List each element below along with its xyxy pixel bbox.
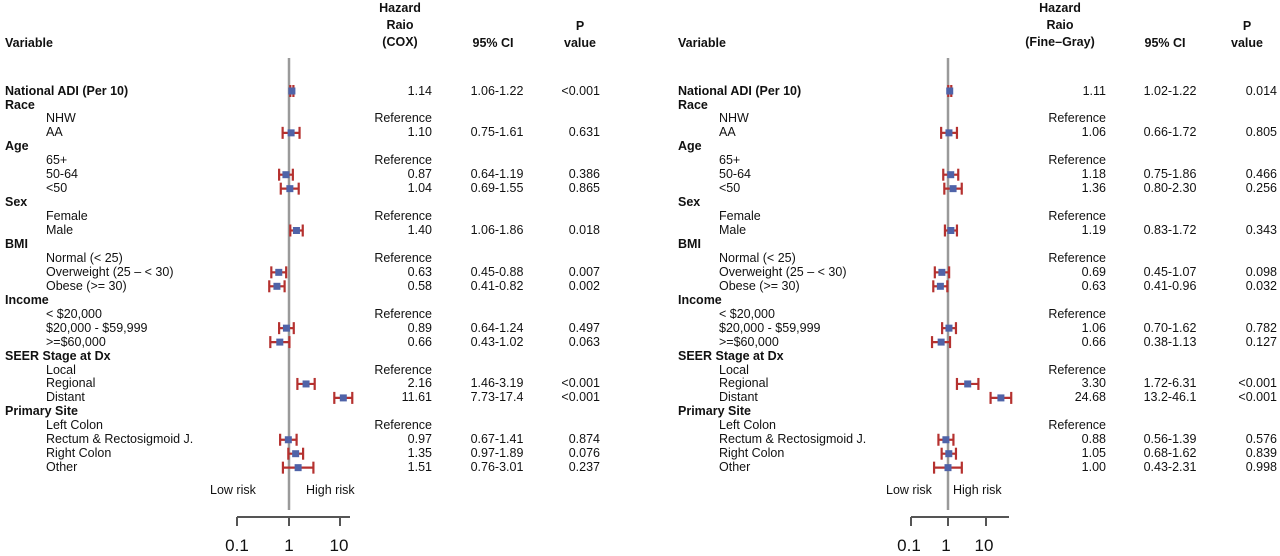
- ci-marker: [945, 225, 957, 237]
- group-label: Sex: [678, 195, 701, 210]
- hr-value: 1.06: [1081, 125, 1106, 140]
- row-label: <50: [719, 181, 741, 196]
- hr-value: 1.00: [1081, 460, 1106, 475]
- hr-point: [945, 325, 952, 332]
- p-value: 0.076: [568, 446, 600, 461]
- p-value: 0.865: [568, 181, 600, 196]
- row-label: 50-64: [46, 167, 78, 182]
- group-label: Race: [5, 97, 35, 112]
- ci-value: 0.70-1.62: [1143, 320, 1197, 335]
- hr-point: [282, 171, 289, 178]
- hr-value: Reference: [374, 209, 432, 224]
- hr-value: 0.58: [407, 278, 432, 293]
- hr-value: 1.06: [1081, 320, 1106, 335]
- hr-value: 0.66: [407, 334, 432, 349]
- hr-point: [946, 88, 953, 95]
- hr-point: [945, 129, 952, 136]
- ci-marker: [297, 378, 314, 390]
- row-label: Male: [719, 223, 747, 237]
- hr-value: 0.89: [407, 320, 432, 335]
- ci-marker: [946, 85, 953, 97]
- group-label: Sex: [5, 195, 28, 210]
- hr-value: Reference: [1048, 362, 1106, 377]
- p-value: 0.497: [568, 320, 600, 335]
- ci-marker: [279, 322, 294, 334]
- header-hr-line2: Raio: [1046, 18, 1074, 32]
- p-value: 0.018: [568, 223, 600, 237]
- row-label: < $20,000: [719, 306, 775, 321]
- forest-plot-fine-gray: [675, 0, 1280, 556]
- row-label: AA: [46, 125, 63, 140]
- hr-value: Reference: [1048, 111, 1106, 126]
- group-label: Primary Site: [678, 404, 751, 419]
- x-tick-label-0.1: 0.1: [897, 536, 921, 555]
- row-label: Overweight (25 – < 30): [46, 264, 174, 279]
- ci-value: 0.64-1.19: [470, 167, 524, 182]
- hr-point: [288, 129, 295, 136]
- ci-value: 0.69-1.55: [470, 181, 524, 196]
- header-p-line1: P: [575, 19, 585, 33]
- ci-value: 0.76-3.01: [470, 460, 524, 475]
- header-variable: Variable: [678, 36, 726, 50]
- ci-value: 0.56-1.39: [1143, 432, 1197, 447]
- row-label: Regional: [46, 376, 96, 391]
- low-risk-label: Low risk: [886, 483, 932, 497]
- ci-value: 0.43-2.31: [1143, 460, 1197, 475]
- hr-value: 1.19: [1081, 223, 1106, 237]
- group-label: Primary Site: [5, 404, 78, 419]
- row-label: Normal (< 25): [46, 250, 123, 265]
- ci-marker: [279, 169, 293, 181]
- ci-value: 0.64-1.24: [470, 320, 524, 335]
- hr-value: 1.35: [407, 446, 432, 461]
- hr-value: Reference: [374, 250, 432, 265]
- hr-value: 3.30: [1081, 376, 1106, 391]
- row-label: < $20,000: [46, 306, 102, 321]
- high-risk-label: High risk: [953, 483, 1002, 497]
- header-variable: Variable: [5, 36, 53, 50]
- ci-marker: [991, 392, 1012, 404]
- hr-value: 1.05: [1081, 446, 1106, 461]
- p-value: 0.063: [568, 334, 600, 349]
- group-label: SEER Stage at Dx: [678, 348, 784, 363]
- ci-marker: [957, 378, 978, 390]
- ci-marker: [943, 169, 958, 181]
- ci-value: 0.66-1.72: [1143, 125, 1197, 140]
- row-label: Right Colon: [46, 446, 112, 461]
- row-label: Distant: [46, 390, 85, 405]
- ci-value: 13.2-46.1: [1143, 390, 1197, 405]
- hr-value: Reference: [374, 153, 432, 168]
- p-value: 0.014: [1245, 83, 1277, 98]
- low-risk-label: Low risk: [210, 483, 256, 497]
- row-label: Female: [719, 209, 761, 224]
- row-label: NHW: [719, 111, 749, 126]
- ci-value: 1.02-1.22: [1143, 83, 1197, 98]
- hr-point: [285, 436, 292, 443]
- hr-value: 1.36: [1081, 181, 1106, 196]
- row-label: Obese (>= 30): [46, 278, 127, 293]
- ci-value: 0.80-2.30: [1143, 181, 1197, 196]
- row-label: Left Colon: [46, 418, 103, 433]
- group-label: BMI: [678, 236, 701, 251]
- row-label: Female: [46, 209, 88, 224]
- ci-value: 1.46-3.19: [470, 376, 524, 391]
- group-label: BMI: [5, 236, 28, 251]
- x-tick-label-0.1: 0.1: [225, 536, 249, 555]
- hr-value: Reference: [374, 362, 432, 377]
- header-p-line2: value: [1231, 36, 1263, 50]
- ci-value: 0.38-1.13: [1143, 334, 1197, 349]
- ci-value: 0.45-0.88: [470, 264, 524, 279]
- row-label: AA: [719, 125, 736, 140]
- hr-value: 1.18: [1081, 167, 1106, 182]
- hr-point: [275, 269, 282, 276]
- p-value: <0.001: [561, 390, 600, 405]
- p-value: <0.001: [561, 376, 600, 391]
- hr-value: 0.69: [1081, 264, 1106, 279]
- group-label: National ADI (Per 10): [5, 83, 129, 98]
- ci-marker: [938, 434, 953, 446]
- hr-value: 0.66: [1081, 334, 1106, 349]
- row-label: >=$60,000: [719, 334, 779, 349]
- ci-marker: [288, 85, 295, 97]
- hr-value: 1.04: [407, 181, 432, 196]
- hr-point: [276, 339, 283, 346]
- hr-point: [947, 227, 954, 234]
- p-value: 0.343: [1245, 223, 1277, 237]
- row-label: NHW: [46, 111, 76, 126]
- hr-value: Reference: [1048, 153, 1106, 168]
- ci-value: 0.97-1.89: [470, 446, 524, 461]
- forest-plot-area: [675, 0, 1280, 556]
- ci-marker: [933, 280, 947, 292]
- group-label: Age: [5, 139, 29, 154]
- p-value: 0.998: [1245, 460, 1277, 475]
- x-tick-label-1: 1: [284, 536, 294, 555]
- ci-value: 0.68-1.62: [1143, 446, 1197, 461]
- ci-marker: [290, 225, 302, 237]
- group-label: SEER Stage at Dx: [5, 348, 111, 363]
- x-tick-label-10: 10: [329, 536, 349, 555]
- row-label: Local: [46, 362, 76, 377]
- ci-value: 0.83-1.72: [1143, 223, 1197, 237]
- p-value: <0.001: [561, 83, 600, 98]
- header-hr-line1: Hazard: [1039, 1, 1081, 15]
- header-hr-line3: (Fine–Gray): [1025, 35, 1095, 49]
- hr-point: [286, 185, 293, 192]
- hr-value: 11.61: [401, 390, 432, 405]
- ci-value: 0.75-1.61: [470, 125, 524, 140]
- hr-value: Reference: [1048, 250, 1106, 265]
- hr-point: [340, 394, 347, 401]
- hr-point: [292, 450, 299, 457]
- hr-value: 1.10: [407, 125, 432, 140]
- hr-point: [937, 283, 944, 290]
- ci-marker: [334, 392, 352, 404]
- x-tick-label-10: 10: [974, 536, 994, 555]
- header-ci: 95% CI: [472, 36, 514, 50]
- p-value: 0.874: [568, 432, 600, 447]
- hr-value: 1.14: [407, 83, 432, 98]
- ci-marker: [270, 336, 289, 348]
- row-label: Other: [46, 460, 78, 475]
- row-label: Other: [719, 460, 751, 475]
- row-label: 65+: [719, 153, 741, 168]
- p-value: 0.002: [568, 278, 600, 293]
- hr-value: Reference: [374, 306, 432, 321]
- hr-value: 0.87: [407, 167, 432, 182]
- hr-point: [947, 171, 954, 178]
- hr-value: 24.68: [1074, 390, 1106, 405]
- hr-point: [295, 464, 302, 471]
- hr-point: [997, 394, 1004, 401]
- row-label: 65+: [46, 153, 68, 168]
- hr-point: [942, 436, 949, 443]
- row-label: Normal (< 25): [719, 250, 796, 265]
- hr-value: 0.63: [1081, 278, 1106, 293]
- p-value: 0.782: [1245, 320, 1277, 335]
- hr-point: [293, 227, 300, 234]
- hr-value: 1.11: [1082, 83, 1106, 98]
- p-value: 0.237: [568, 460, 600, 475]
- ci-marker: [283, 462, 313, 474]
- hr-point: [950, 185, 957, 192]
- ci-value: 7.73-17.4: [470, 390, 524, 405]
- hr-point: [273, 283, 280, 290]
- ci-value: 0.67-1.41: [470, 432, 524, 447]
- p-value: 0.839: [1245, 446, 1277, 461]
- row-label: Rectum & Rectosigmoid J.: [46, 432, 194, 447]
- hr-value: 1.40: [407, 223, 432, 237]
- group-label: Income: [5, 292, 49, 307]
- ci-value: 1.72-6.31: [1143, 376, 1197, 391]
- group-label: Race: [678, 97, 708, 112]
- hr-point: [945, 450, 952, 457]
- row-label: >=$60,000: [46, 334, 106, 349]
- hr-value: 1.51: [407, 460, 432, 475]
- ci-value: 0.41-0.96: [1143, 278, 1197, 293]
- row-label: Distant: [719, 390, 758, 405]
- p-value: 0.805: [1245, 125, 1277, 140]
- row-label: $20,000 - $59,999: [719, 320, 821, 335]
- p-value: 0.631: [568, 125, 600, 140]
- ci-value: 0.41-0.82: [470, 278, 524, 293]
- hr-value: Reference: [374, 111, 432, 126]
- row-label: Regional: [719, 376, 769, 391]
- p-value: <0.001: [1238, 390, 1277, 405]
- ci-value: 0.75-1.86: [1143, 167, 1197, 182]
- ci-marker: [283, 127, 300, 139]
- p-value: <0.001: [1238, 376, 1277, 391]
- ci-marker: [288, 448, 303, 460]
- hr-value: 0.63: [407, 264, 432, 279]
- ci-value: 0.43-1.02: [470, 334, 524, 349]
- hr-point: [303, 380, 310, 387]
- ci-value: 0.45-1.07: [1143, 264, 1197, 279]
- p-value: 0.256: [1245, 181, 1277, 196]
- hr-value: 0.97: [407, 432, 432, 447]
- row-label: Rectum & Rectosigmoid J.: [719, 432, 867, 447]
- hr-point: [938, 269, 945, 276]
- header-hr-line3: (COX): [382, 35, 418, 49]
- group-label: National ADI (Per 10): [678, 83, 802, 98]
- x-tick-label-1: 1: [941, 536, 951, 555]
- p-value: 0.386: [568, 167, 600, 182]
- high-risk-label: High risk: [306, 483, 355, 497]
- row-label: Obese (>= 30): [719, 278, 800, 293]
- p-value: 0.127: [1245, 334, 1277, 349]
- row-label: Right Colon: [719, 446, 785, 461]
- group-label: Income: [678, 292, 722, 307]
- p-value: 0.032: [1245, 278, 1277, 293]
- ci-marker: [271, 266, 286, 278]
- header-ci: 95% CI: [1144, 36, 1186, 50]
- hr-point: [283, 325, 290, 332]
- hr-value: 2.16: [407, 376, 432, 391]
- hr-value: Reference: [374, 418, 432, 433]
- p-value: 0.007: [568, 264, 600, 279]
- group-label: Age: [678, 139, 702, 154]
- hr-point: [945, 464, 952, 471]
- ci-marker: [269, 280, 284, 292]
- hr-point: [964, 380, 971, 387]
- row-label: 50-64: [719, 167, 751, 182]
- hr-value: 0.88: [1081, 432, 1106, 447]
- hr-point: [938, 339, 945, 346]
- header-hr-line2: Raio: [386, 18, 414, 32]
- hr-value: Reference: [1048, 209, 1106, 224]
- header-hr-line1: Hazard: [379, 1, 421, 15]
- ci-value: 1.06-1.86: [470, 223, 524, 237]
- row-label: Left Colon: [719, 418, 776, 433]
- p-value: 0.576: [1245, 432, 1277, 447]
- hr-point: [288, 88, 295, 95]
- ci-value: 1.06-1.22: [470, 83, 524, 98]
- hr-value: Reference: [1048, 418, 1106, 433]
- row-label: $20,000 - $59,999: [46, 320, 148, 335]
- row-label: Male: [46, 223, 74, 237]
- hr-value: Reference: [1048, 306, 1106, 321]
- row-label: <50: [46, 181, 68, 196]
- row-label: Overweight (25 – < 30): [719, 264, 847, 279]
- header-p-line1: P: [1242, 19, 1252, 33]
- p-value: 0.466: [1245, 167, 1277, 182]
- header-p-line2: value: [564, 36, 596, 50]
- p-value: 0.098: [1245, 264, 1277, 279]
- row-label: Local: [719, 362, 749, 377]
